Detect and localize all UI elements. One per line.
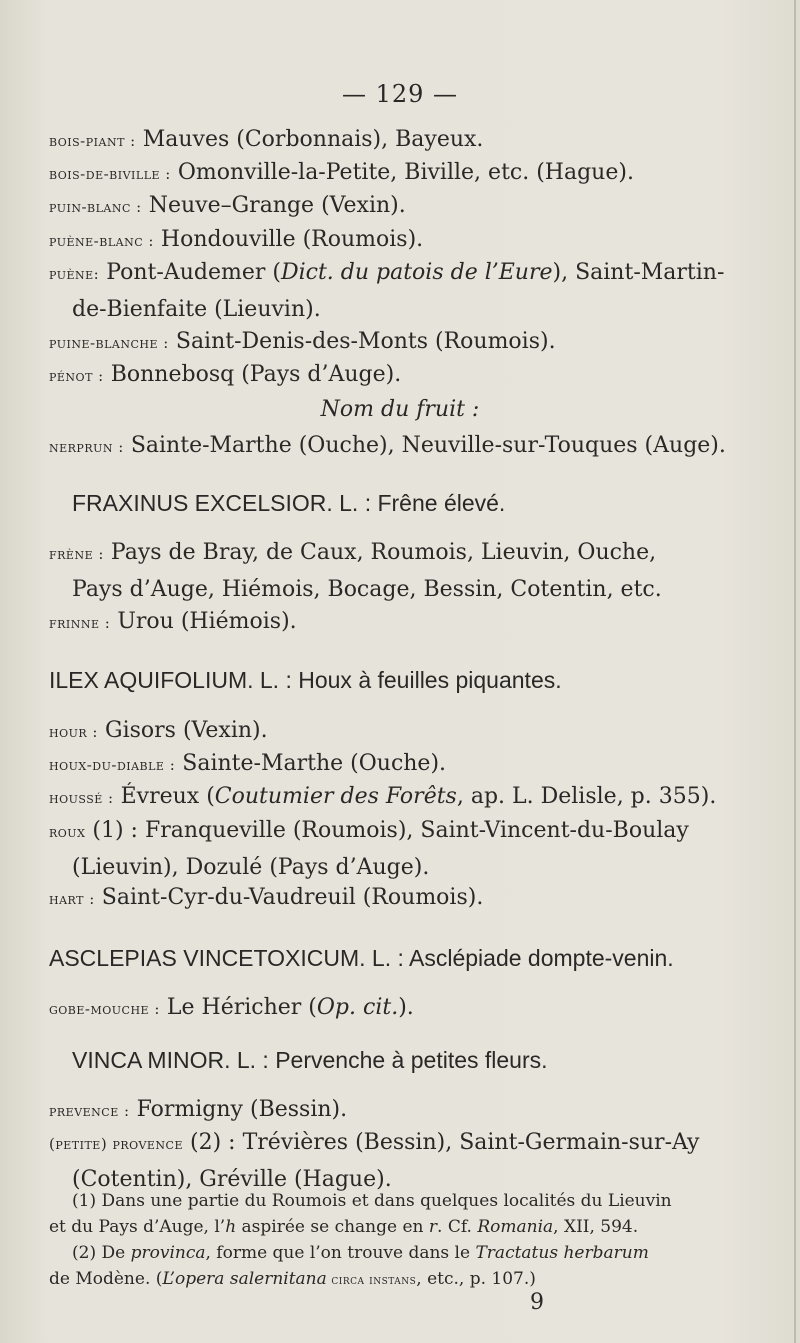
entry-puene — [49, 255, 725, 327]
entry-continuation: (Cotentin), Gréville (Hague). — [72, 1167, 392, 1192]
entry-text: Sainte-Marthe (Ouche), Neuville-sur-Touques (Auge). — [123, 433, 726, 458]
entry-text: Urou (Hiémois). — [110, 609, 297, 634]
entry-roux — [49, 813, 689, 885]
entry-term: houx-du-diable : — [49, 756, 176, 774]
signature-mark: 9 — [530, 1290, 544, 1315]
entry-text: Gisors (Vexin). — [98, 718, 268, 743]
entry-text: (2) : Trévières (Bessin), Saint-Germain-sur-Ay — [183, 1130, 700, 1155]
entry-text: Le Héricher ( — [159, 995, 317, 1020]
entry-puin-blanc — [49, 188, 639, 225]
entry-text: Neuve–Grange (Vexin). — [141, 193, 406, 218]
footnote-italic: Tractatus herbarum — [475, 1243, 649, 1263]
footnote-text: , forme que l’on trouve dans le — [205, 1243, 476, 1263]
species-heading-asclepias: ASCLEPIAS VINCETOXICUM. L. : Asclépiade dompte-venin. — [49, 945, 674, 971]
footnote-2-line-2 — [49, 1266, 649, 1294]
footnote-1-line-2 — [49, 1214, 649, 1240]
entry-term: roux — [49, 823, 86, 841]
page-number: — 129 — — [341, 80, 459, 108]
entry-term: (petite) provence — [49, 1135, 184, 1153]
entry-continuation: (Lieuvin), Dozulé (Pays d’Auge). — [72, 855, 430, 880]
entry-text: Évreux ( — [113, 784, 215, 809]
entry-penot — [49, 357, 639, 394]
entry-continuation: de-Bienfaite (Lieuvin). — [72, 297, 321, 322]
footnote-text: (2) De — [72, 1243, 131, 1263]
entry-text: Saint-Denis-des-Monts (Roumois). — [168, 329, 556, 354]
footnote-text: , etc., p. 107.) — [416, 1269, 536, 1289]
entry-text: (1) : Franqueville (Roumois), Saint-Vincent-du-Boulay — [85, 818, 689, 843]
footnote-italic: L’opera salernitana — [162, 1269, 327, 1289]
footnote-text: et du Pays d’Auge, l’ — [49, 1217, 226, 1237]
species-heading-ilex: ILEX AQUIFOLIUM. L. : Houx à feuilles piquantes. — [49, 667, 562, 693]
footnote-italic: Romania — [477, 1217, 554, 1237]
entry-term: bois-piant : — [49, 132, 136, 150]
entry-term: frinne : — [49, 614, 111, 632]
entry-puene-blanc — [49, 222, 639, 259]
entry-text: Formigny (Bessin). — [129, 1097, 348, 1122]
entry-term: gobe-mouche : — [49, 1000, 160, 1018]
entry-after: ), Saint-Martin- — [552, 260, 725, 285]
entry-puine-blanche — [49, 324, 639, 361]
entry-term: pénot : — [49, 367, 104, 385]
entry-term: nerprun : — [49, 438, 124, 456]
footnote-2-line-1 — [72, 1240, 672, 1266]
entry-term: puène-blanc : — [49, 232, 154, 250]
entry-text: Hondouville (Roumois). — [153, 227, 424, 252]
entry-text: Sainte-Marthe (Ouche). — [175, 751, 447, 776]
entry-term: bois-de-biville : — [49, 165, 171, 183]
footnote-text: . Cf. — [437, 1217, 478, 1237]
entry-bois-de-biville — [49, 155, 639, 192]
entry-text: Bonnebosq (Pays d’Auge). — [103, 362, 402, 387]
entry-term: frène : — [49, 545, 104, 563]
entry-term: prevence : — [49, 1102, 130, 1120]
entry-gobe-mouche — [49, 990, 639, 1027]
fruit-heading: Nom du fruit : — [320, 397, 480, 422]
entry-term: puin-blanc : — [49, 198, 142, 216]
entry-housse — [49, 779, 717, 816]
entry-prevence — [49, 1092, 639, 1129]
entry-term: hour : — [49, 723, 98, 741]
footnote-italic: r — [428, 1217, 438, 1237]
footnote-text: aspirée se change en — [236, 1217, 429, 1237]
entry-term: puène: — [49, 265, 100, 283]
footnote-smallcaps: circa instans — [326, 1273, 417, 1288]
entry-frinne — [49, 604, 639, 641]
entry-after: , ap. L. Delisle, p. 355). — [456, 784, 717, 809]
entry-text: Pays de Bray, de Caux, Roumois, Lieuvin, Ouche, — [103, 540, 657, 565]
entry-text: Pont-Audemer ( — [99, 260, 281, 285]
entry-term: houssé : — [49, 789, 114, 807]
entry-italic: Op. cit. — [316, 995, 399, 1020]
entry-term: puine-blanche : — [49, 334, 169, 352]
entry-hart — [49, 880, 639, 917]
entry-italic: Dict. du patois de l’Eure — [280, 260, 553, 285]
entry-bois-piant — [49, 122, 639, 159]
entry-text: Saint-Cyr-du-Vaudreuil (Roumois). — [94, 885, 484, 910]
entry-petite-provence — [49, 1125, 700, 1197]
footnote-italic: provinca — [130, 1243, 206, 1263]
entry-continuation: Pays d’Auge, Hiémois, Bocage, Bessin, Cotentin, etc. — [72, 577, 662, 602]
footnote-1-line-1: (1) Dans une partie du Roumois et dans quelques localités du Lieuvin — [72, 1191, 672, 1211]
footnote-text: de Modène. ( — [49, 1269, 163, 1289]
species-heading-fraxinus: FRAXINUS EXCELSIOR. L. : Frêne élevé. — [72, 490, 506, 516]
entry-after: ). — [398, 995, 414, 1020]
entry-text: Omonville-la-Petite, Biville, etc. (Hague). — [170, 160, 634, 185]
entry-hour — [49, 713, 639, 750]
entry-houx-du-diable — [49, 746, 639, 783]
entry-nerprun — [49, 428, 726, 465]
species-heading-vinca: VINCA MINOR. L. : Pervenche à petites fleurs. — [72, 1047, 548, 1073]
footnote-text: , XII, 594. — [553, 1217, 639, 1237]
footnote-italic: h — [225, 1217, 237, 1237]
page-edge — [794, 0, 796, 1343]
entry-term: hart : — [49, 890, 95, 908]
entry-italic: Coutumier des Forêts — [214, 784, 457, 809]
entry-text: Mauves (Corbonnais), Bayeux. — [135, 127, 484, 152]
entry-frene — [49, 535, 662, 607]
